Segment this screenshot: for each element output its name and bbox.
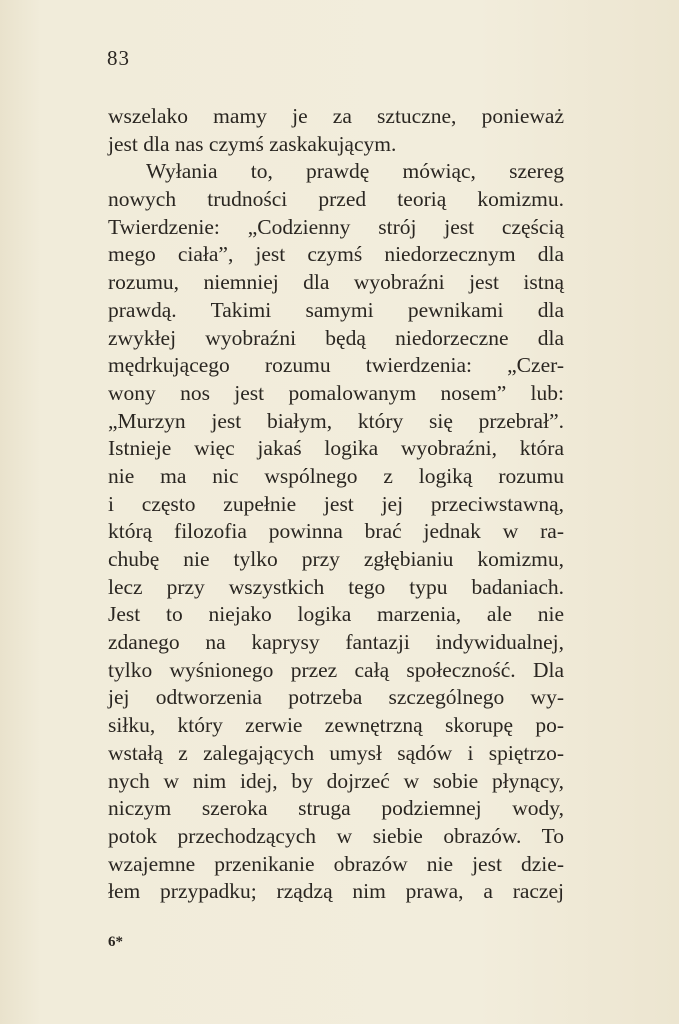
- text-line: zwykłej wyobraźni będą niedorzeczne dla: [108, 325, 564, 350]
- text-line: nie ma nic wspólnego z logiką rozumu: [108, 463, 564, 488]
- page-number: 83: [107, 46, 130, 70]
- text-line: i często zupełnie jest jej przeciwstawną,: [108, 491, 564, 516]
- text-line: „Murzyn jest białym, który się przebrał”.: [108, 408, 564, 433]
- text-line: niczym szeroka struga podziemnej wody,: [108, 796, 564, 821]
- text-line: Istnieje więc jakaś logika wyobraźni, która: [108, 436, 564, 461]
- text-line: potok przechodzących w siebie obrazów. To: [108, 823, 564, 848]
- text-line: nowych trudności przed teorią komizmu.: [108, 187, 564, 212]
- text-line: chubę nie tylko przy zgłębianiu komizmu,: [108, 547, 564, 571]
- text-line: wony nos jest pomalowanym nosem” lub:: [108, 380, 564, 405]
- text-line: wstałą z zalegających umysł sądów i spiętrzo-: [108, 740, 564, 765]
- text-line: jej odtworzenia potrzeba szczególnego wy-: [108, 685, 564, 710]
- text-line: nych w nim idej, by dojrzeć w sobie płynący,: [108, 768, 564, 793]
- text-line: jest dla nas czymś zaskakującym.: [108, 131, 397, 156]
- text-line: łem przypadku; rządzą nim prawa, a raczej: [108, 879, 564, 904]
- text-line: siłku, który zerwie zewnętrzną skorupę po-: [108, 713, 564, 738]
- text-line: zdanego na kaprysy fantazji indywidualnej,: [108, 630, 564, 655]
- text-line: Twierdzenie: „Codzienny strój jest częścią: [108, 214, 564, 239]
- text-line: mędrkującego rozumu twierdzenia: „Czer-: [108, 353, 564, 378]
- text-line: Jest to niejako logika marzenia, ale nie: [108, 602, 564, 627]
- text-line: rozumu, niemniej dla wyobraźni jest istną: [108, 270, 564, 295]
- text-line: tylko wyśnionego przez całą społeczność. Dla: [108, 657, 564, 682]
- text-line: prawdą. Takimi samymi pewnikami dla: [108, 297, 564, 322]
- text-line: Wyłania to, prawdę mówiąc, szereg: [146, 159, 564, 184]
- text-line: wzajemne przenikanie obrazów nie jest dzie-: [108, 851, 564, 876]
- text-line: lecz przy wszystkich tego typu badaniach.: [108, 574, 564, 599]
- text-line: wszelako mamy je za sztuczne, ponieważ: [108, 104, 564, 128]
- text-line: którą filozofia powinna brać jednak w ra-: [108, 519, 564, 544]
- printer-signature-mark: 6*: [108, 934, 123, 950]
- body-text: [108, 103, 564, 906]
- text-line: mego ciała”, jest czymś niedorzecznym dla: [108, 242, 564, 267]
